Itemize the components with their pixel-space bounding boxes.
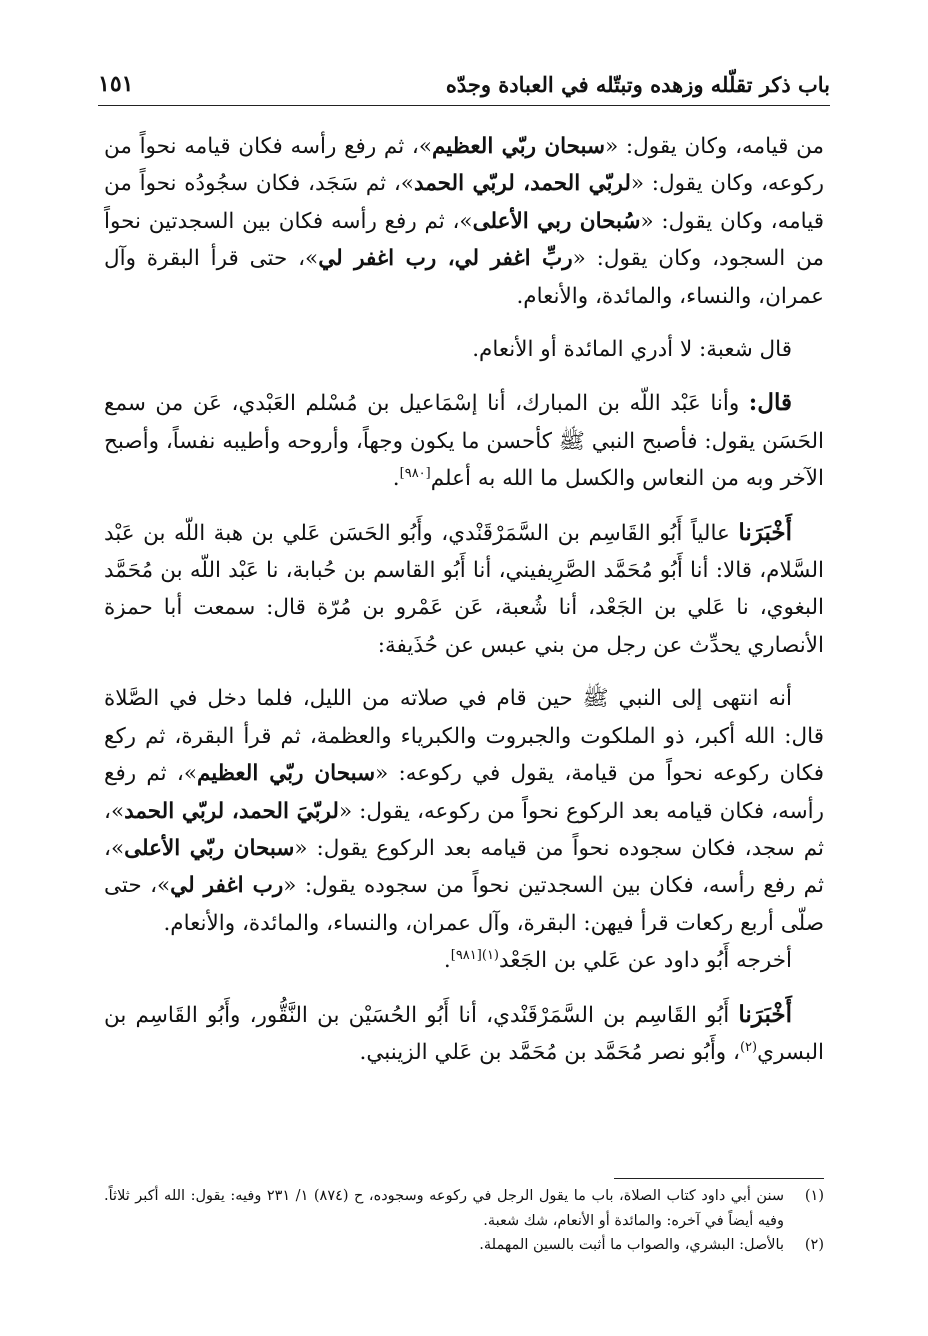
bold-phrase: ربِّ اغفر لي، رب اغفر لي <box>318 246 573 272</box>
text-run: أخرجه أَبُو داود عن عَلي بن الجَعْد <box>499 948 792 974</box>
bold-phrase: سُبحان ربي الأعلى <box>472 208 641 234</box>
footnote-number: (١) <box>804 1188 824 1204</box>
text-run: »، حتى صلّى أربع ركعات قرأ فيهن: البقرة، وآل عمران، والنساء، والمائدة، والأنعام. <box>104 873 824 936</box>
bold-phrase: رب اغفر لي <box>170 873 284 899</box>
bold-phrase: سبحان ربّي الأعلى <box>124 835 295 861</box>
paragraph-lead: أَخْبَرَنا <box>738 518 792 546</box>
page-number: ١٥١ <box>98 71 134 97</box>
paragraph-3 <box>104 384 824 497</box>
text-run: أَبُو القَاسِم بن السَّمَرْقَنْدي، أنا أَبُو الحُسَيْن بن النَّقُّور، وأَبُو القَاسِم بن البسري <box>104 1002 824 1065</box>
bold-phrase: لربّيَ الحمد، لربّي الحمد <box>124 798 339 824</box>
text-run: »، ثم رفع رأسه فكان بين السجدتين نحواً من السجود، وكان يقول: « <box>104 208 824 272</box>
paragraph-lead: قال: <box>748 389 792 417</box>
text-run: »، حتى قرأ البقرة وآل عمران، والنساء، والمائدة، والأنعام. <box>104 246 824 309</box>
text-run: »، ثم رفع رأسه، فكان قيامه بعد الركوع نحواً من ركوعه، يقول: « <box>104 761 824 824</box>
paragraph-1 <box>104 128 824 315</box>
footnote-separator <box>614 1178 824 1179</box>
text-run: »، ثم رفع رأسه، فكان بين السجدتين نحواً من سجوده يقول: « <box>104 835 824 899</box>
text-run: وأنا عَبْد اللّه بن المبارك، أنا إسْمَاعيل بن مُسْلم العَبْدي، عَن من سمع الحَسَن يقول: فأصبح النبي ﷺ كأحسن ما يكون وجهاً، وأروحه وأطيبه نفساً، وأصبح الآخر وبه من النعاس والكسل ما الله به أعلم <box>104 391 824 492</box>
footnote-1 <box>104 1184 824 1233</box>
paragraph-5 <box>104 680 824 942</box>
footnote-2 <box>104 1233 824 1258</box>
bold-phrase: لربّي الحمد، لربّي الحمد <box>413 171 631 197</box>
paragraph-2: قال شعبة: لا أدري المائدة أو الأنعام. <box>472 337 792 363</box>
text-run: عالياً أَبُو القَاسِم بن السَّمَرْقَنْدي، وأَبُو الحَسَن عَلي بن هبة اللّه بن عَبْد السَّلام، قالا: أنا أَبُو مُحَمَّد الصَّرِيفيني، أنا أَبُو القاسم بن حُبابة، نا عَبْد اللّه بن مُحَمَّد البغوي، نا عَلي بن الجَعْد، أنا شُعبة، عَن عَمْرو بن مُرّة قال: سمعت أبا حمزة الأنصاري يحدِّث عن رجل من بني عبس عن حُذَيفة: <box>104 520 824 658</box>
reference-number: [٩٨١] <box>450 947 482 963</box>
footnotes <box>104 1184 824 1258</box>
paragraph-lead: أَخْبَرَنا <box>738 1000 792 1028</box>
bold-phrase: سبحان ربّي العظيم <box>432 134 606 159</box>
text-run: »، ثم سجد، فكان سجوده نحواً من قيامه بعد الركوع يقول: « <box>104 798 824 861</box>
footnote-text: سنن أبي داود كتاب الصلاة، باب ما يقول الرجل في ركوعه وسجوده، ح (٨٧٤) ١/ ٢٣١ وفيه: يقول: الله أكبر ثلاثاً. وفيه أيضاً في آخره: والمائدة أو الأنعام، شك شعبة. <box>104 1188 784 1229</box>
bold-phrase: سبحان ربّي العظيم <box>196 761 376 787</box>
footnote-number: (٢) <box>804 1237 824 1253</box>
footnote-text: بالأصل: البشري، والصواب ما أثبت بالسين المهملة. <box>479 1237 784 1253</box>
paragraph-4 <box>104 514 824 665</box>
text-run: »، ثم سَجَد، فكان سجُودُه نحواً من قيامه، وكان يقول: « <box>104 171 824 234</box>
footnote-marker: (١) <box>481 947 499 963</box>
text-run: ، وأَبُو نصر مُحَمَّد بن مُحَمَّد بن عَلي الزينبي. <box>359 1039 740 1065</box>
footnote-marker: (٢) <box>739 1039 758 1055</box>
text-run: »، ثم رفع رأسه فكان قيامه نحواً من ركوعه، وكان يقول: « <box>104 134 825 197</box>
paragraph-7 <box>104 996 824 1072</box>
running-head: باب ذكر تقلّله وزهده وتبتّله في العبادة وجدّه <box>445 72 830 97</box>
text-run: من قيامه، وكان يقول: « <box>605 134 825 159</box>
main-text <box>104 128 824 1071</box>
text-run: . <box>392 466 400 492</box>
reference-number: [٩٨٠] <box>399 466 431 482</box>
page-header <box>98 62 830 106</box>
text-run: أنه انتهى إلى النبي ﷺ حين قام في صلاته من الليل، فلما دخل في الصَّلاة قال: الله أكبر، ذو الملكوت والجبروت والكبرياء والعظمة، ثم قرأ البقرة، ثم ركع فكان ركوعه نحواً من قيامة، يقول في ركوعه: « <box>104 686 824 787</box>
paragraph-6 <box>104 942 824 979</box>
text-run: . <box>443 948 451 974</box>
